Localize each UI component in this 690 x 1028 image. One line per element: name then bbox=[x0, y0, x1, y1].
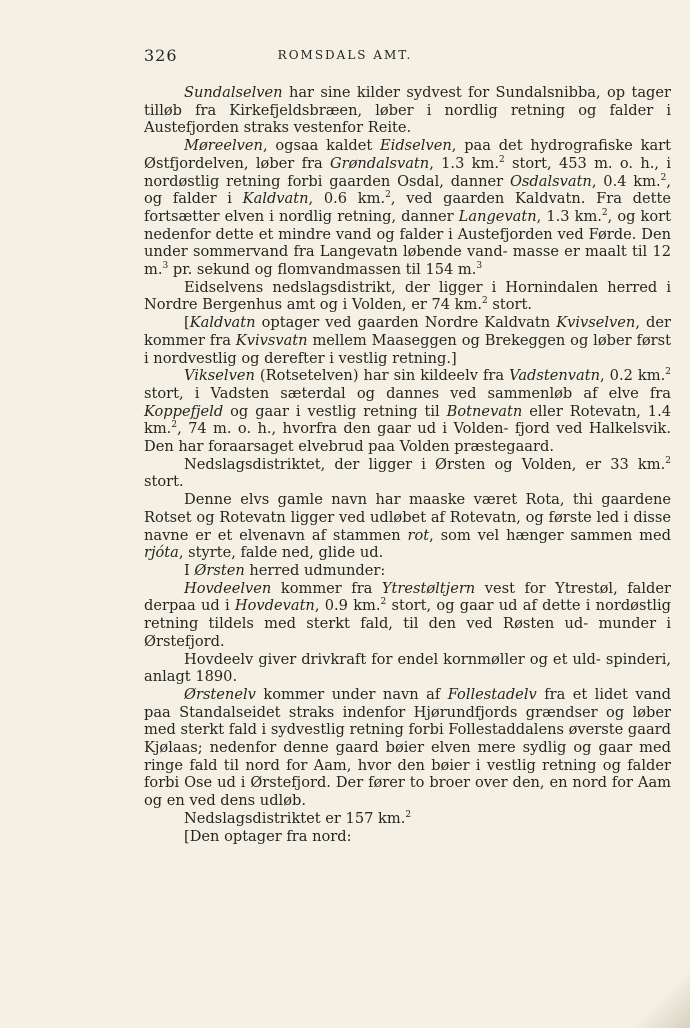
text-run: [Den optager fra nord: bbox=[184, 827, 352, 845]
text-run: kommer under navn af bbox=[255, 685, 448, 703]
text-run: , ved gaarden Kaldvatn. Fra dette fortsætter elven i nordlig retning, danner bbox=[144, 190, 671, 225]
text-run: stort, og gaar ud af dette i nordøstlig retning tildels med sterkt fald, til den ved Røsten ud- munder i Ørstefjord. bbox=[144, 597, 671, 650]
superscript: 2 bbox=[405, 809, 412, 820]
text-run: stort, 453 m. o. h., i nordøstlig retning forbi gaarden Osdal, danner bbox=[144, 154, 671, 190]
superscript: 2 bbox=[385, 190, 391, 201]
page-header bbox=[0, 46, 690, 70]
text-run: har sine kilder sydvest for Sundalsnibba, op tager tilløb fra Kirkefjeldsbræen, løber i nordlig retning og falder i Austefjorden straks vestenfor Reite. bbox=[144, 84, 671, 137]
italic-term: Kvivselven bbox=[556, 314, 636, 332]
text-run: , 0.6 km. bbox=[308, 190, 386, 208]
text-run: fra et lidet vand paa Standalseidet straks indenfor Hjørundfjords grændser og løber med sterkt fald i sydvestlig retning forbi Follestaddalens øverste gaard Kjølaas; nedenfor denne gaard bøier elven mere sydlig og gaar med ringe fald til nord for Aam, hvor den bøier i vestlig retning og falder forbi Ose ud i Ørstefjord. Der fører to broer over den, en nord for Aam og en ved dens udløb. bbox=[144, 685, 672, 810]
paragraph bbox=[144, 580, 671, 651]
body-text bbox=[144, 84, 671, 845]
italic-term: rot bbox=[407, 526, 430, 544]
text-run: vest for Ytrestøl, falder derpaa ud i bbox=[144, 579, 671, 615]
superscript: 2 bbox=[601, 208, 608, 219]
italic-term: Koppefjeld bbox=[144, 402, 224, 420]
paragraph bbox=[144, 810, 671, 828]
text-run: optager ved gaarden Nordre Kaldvatn bbox=[255, 314, 557, 332]
italic-term: Ytrestøltjern bbox=[381, 579, 476, 597]
italic-term: Botnevatn bbox=[446, 402, 523, 420]
text-run: Nedslagsdistriktet er 157 km. bbox=[184, 809, 406, 827]
text-run: , 1.3 km. bbox=[429, 154, 499, 172]
text-run: , 0.9 km. bbox=[314, 597, 381, 615]
running-title: ROMSDALS AMT. bbox=[277, 48, 413, 62]
italic-term: Møreelven bbox=[184, 137, 263, 155]
superscript: 2 bbox=[380, 597, 387, 608]
text-run: eller Rotevatn, 1.4 km. bbox=[144, 402, 671, 438]
text-run: , ogsaa kaldet bbox=[262, 137, 381, 155]
paragraph bbox=[144, 828, 671, 846]
text-run: , paa det hydrografiske kart Østfjordelven, løber fra bbox=[144, 137, 671, 172]
superscript: 2 bbox=[481, 296, 488, 307]
italic-term: Ørstenelv bbox=[184, 685, 256, 703]
paragraph bbox=[144, 367, 671, 456]
text-run: mellem Maaseggen og Brekeggen og løber først i nordvestlig og derefter i vestlig retning.] bbox=[144, 331, 672, 367]
text-run: (Rotsetelven) har sin kildeelv fra bbox=[254, 367, 510, 385]
italic-term: Ørsten bbox=[194, 561, 245, 579]
italic-term: Hovdeelven bbox=[184, 579, 272, 597]
italic-term: Kaldvatn bbox=[242, 190, 309, 208]
paragraph bbox=[144, 686, 671, 810]
italic-term: Vikselven bbox=[184, 367, 255, 385]
text-run: herred udmunder: bbox=[244, 561, 386, 579]
text-run: [ bbox=[184, 314, 190, 332]
italic-term: Kvivsvatn bbox=[235, 331, 308, 349]
text-run: og gaar i vestlig retning til bbox=[223, 402, 447, 420]
text-run: Denne elvs gamle navn har maaske været Rota, thi gaardene Rotset og Rotevatn ligger ved udløbet af Rotevatn, og første led i disse navne er et elvenavn af stammen bbox=[144, 491, 671, 544]
superscript: 2 bbox=[665, 367, 671, 378]
italic-term: Grøndalsvatn bbox=[329, 154, 430, 172]
text-run: Eidselvens nedslagsdistrikt, der ligger i Hornindalen herred i Nordre Bergenhus amt og i Volden, er 74 km. bbox=[144, 278, 671, 314]
italic-term: Hovdevatn bbox=[234, 597, 315, 615]
italic-term: rjóta bbox=[144, 544, 179, 562]
italic-term: Kaldvatn bbox=[189, 314, 256, 332]
text-run: , og kort nedenfor dette et mindre vand og falder i Austefjorden ved Førde. Den under sommervand fra Langevatn løbende vand- masse er maalt til 12 m. bbox=[144, 207, 671, 279]
paragraph bbox=[144, 279, 671, 314]
superscript: 2 bbox=[665, 455, 671, 466]
text-run: , styrte, falde ned, glide ud. bbox=[178, 544, 384, 562]
text-run: I bbox=[184, 561, 195, 579]
italic-term: Sundalselven bbox=[184, 84, 283, 101]
text-run: Hovdeelv giver drivkraft for endel kornmøller og et uld- spinderi, anlagt 1890. bbox=[144, 650, 671, 686]
italic-term: Vadstenvatn bbox=[509, 367, 600, 385]
text-run: kommer fra bbox=[271, 579, 382, 597]
paragraph bbox=[144, 314, 671, 367]
italic-term: Follestadelv bbox=[447, 685, 537, 703]
text-run: , der kommer fra bbox=[144, 314, 671, 349]
superscript: 3 bbox=[162, 261, 169, 272]
text-run: Nedslagsdistriktet, der ligger i Ørsten og Volden, er 33 km. bbox=[184, 455, 666, 473]
paragraph bbox=[144, 84, 671, 137]
italic-term: Eidselven bbox=[380, 137, 452, 155]
superscript: 2 bbox=[171, 420, 178, 431]
text-run: , 1.3 km. bbox=[536, 207, 602, 225]
text-run: , 0.4 km. bbox=[591, 172, 661, 190]
text-run: stort. bbox=[487, 296, 532, 314]
text-run: , som vel hænger sammen med bbox=[429, 526, 671, 544]
text-run: , 74 m. o. h., hvorfra den gaar ud i Volden- fjord ved Halkelsvik. Den har foraarsaget elvebrud paa Volden præstegaard. bbox=[144, 420, 671, 456]
paragraph bbox=[144, 491, 671, 562]
superscript: 2 bbox=[498, 154, 505, 165]
paragraph bbox=[144, 456, 671, 491]
text-run: , og falder i bbox=[144, 172, 671, 208]
superscript: 3 bbox=[476, 261, 483, 272]
italic-term: Osdalsvatn bbox=[509, 172, 592, 190]
page-edge-shadow bbox=[630, 938, 690, 1028]
text-run: pr. sekund og flomvandmassen til 154 m. bbox=[168, 261, 477, 279]
paragraph bbox=[144, 562, 671, 580]
italic-term: Langevatn bbox=[458, 207, 537, 225]
text-run: stort, i Vadsten sæterdal og dannes ved sammenløb af elve fra bbox=[144, 384, 671, 402]
paragraph bbox=[144, 651, 671, 686]
paragraph bbox=[144, 137, 671, 279]
text-run: stort. bbox=[144, 473, 184, 491]
superscript: 2 bbox=[660, 172, 667, 183]
page-number: 326 bbox=[144, 46, 178, 65]
text-run: , 0.2 km. bbox=[600, 367, 666, 385]
